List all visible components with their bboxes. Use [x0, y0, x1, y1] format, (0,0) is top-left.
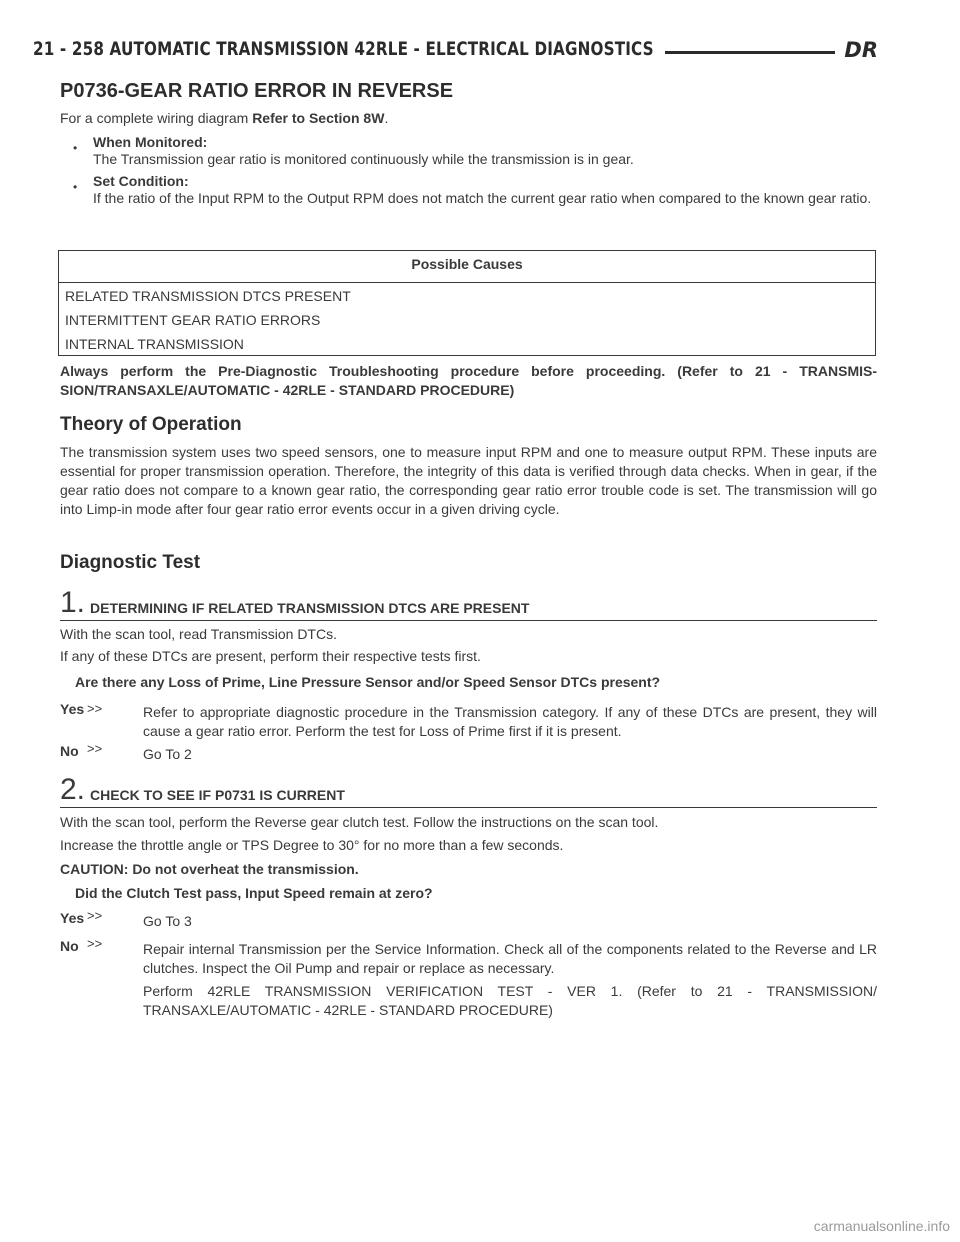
step2-caution: CAUTION: Do not overheat the transmission. [60, 861, 359, 877]
page-header [33, 38, 878, 68]
step1-yes-label: Yes [60, 701, 85, 717]
theory-heading: Theory of Operation [60, 414, 242, 435]
set-condition-label: Set Condition: [93, 173, 189, 189]
step2-line1: With the scan tool, perform the Reverse gear clutch test. Follow the instructions on the scan tool. [60, 814, 659, 830]
wiring-end: . [384, 110, 389, 126]
arrow-icon: >> [87, 936, 103, 951]
header-rule [665, 51, 835, 54]
header-logo: DR [844, 38, 878, 62]
step-number: 1. [60, 586, 86, 619]
bullet-icon: • [73, 141, 78, 155]
watermark: carmanualsonline.info [813, 1218, 950, 1234]
cause-item: RELATED TRANSMISSION DTCS PRESENT [65, 288, 351, 304]
causes-header: Possible Causes [59, 251, 875, 283]
step1-line2: If any of these DTCs are present, perform their respective tests first. [60, 648, 481, 664]
step2-no-label: No [60, 938, 79, 954]
diagnostic-test-heading: Diagnostic Test [60, 552, 201, 573]
possible-causes-table [58, 250, 876, 356]
step2-no-text: Repair internal Transmission per the Service Information. Check all of the components related to the Reverse and LR clutches. Inspect the Oil Pump and repair or replace as necessary. [143, 941, 877, 976]
step1-yes-text: Refer to appropriate diagnostic procedure in the Transmission category. If any of these DTCs are present, they will cause a gear ratio error. Perform the test for Loss of Prime first if it is present. [143, 704, 877, 739]
arrow-icon: >> [87, 908, 103, 923]
monitored-text: The Transmission gear ratio is monitored continuously while the transmission is in gear. [93, 151, 634, 167]
monitored-label: When Monitored: [93, 134, 208, 150]
pre-diagnostic-note: Always perform the Pre-Diagnostic Troubleshooting procedure before proceeding. (Refer to 21 - TRANSMIS-SION/TRANSAXLE/AUTOMATIC - 42RLE - STANDARD PROCEDURE) [60, 363, 877, 398]
step-title: DETERMINING IF RELATED TRANSMISSION DTCS ARE PRESENT [90, 600, 530, 616]
bullet-icon: • [73, 180, 78, 194]
step2-yes-label: Yes [60, 910, 85, 926]
dtc-title: P0736-GEAR RATIO ERROR IN REVERSE [60, 80, 454, 102]
arrow-icon: >> [87, 701, 103, 716]
theory-text: The transmission system uses two speed sensors, one to measure input RPM and one to measure output RPM. These inputs are essential for proper transmission operation. Therefore, the integrity of this data is verified through data checks. When in gear, if the gear ratio does not compare to a known gear ratio, the corresponding gear ratio error trouble code is set. The transmission will go into Limp-in mode after four gear ratio error events occur in a given driving cycle. [60, 444, 877, 517]
step1-no-label: No [60, 743, 79, 759]
step-2-header [60, 773, 877, 808]
wiring-line [60, 110, 388, 126]
step2-line2: Increase the throttle angle or TPS Degree to 30° for no more than a few seconds. [60, 837, 564, 853]
wiring-text: For a complete wiring diagram [60, 110, 249, 126]
step1-no-text[interactable]: Go To 2 [143, 746, 192, 762]
cause-item: INTERMITTENT GEAR RATIO ERRORS [65, 312, 321, 328]
header-title: 21 - 258 AUTOMATIC TRANSMISSION 42RLE - ELECTRICAL DIAGNOSTICS [33, 38, 654, 60]
step2-question: Did the Clutch Test pass, Input Speed remain at zero? [75, 885, 433, 901]
step2-yes-text[interactable]: Go To 3 [143, 913, 192, 929]
wiring-link[interactable]: Refer to Section 8W [252, 110, 385, 126]
step-title: CHECK TO SEE IF P0731 IS CURRENT [90, 787, 345, 803]
arrow-icon: >> [87, 741, 103, 756]
step-1-header [60, 586, 877, 621]
step2-no-text2: Perform 42RLE TRANSMISSION VERIFICATION TEST - VER 1. (Refer to 21 - TRANSMISSION/ TRANSAXLE/AUTOMATIC - 42RLE - STANDARD PROCEDURE) [143, 983, 877, 1018]
step-number: 2. [60, 773, 86, 806]
cause-item: INTERNAL TRANSMISSION [65, 336, 244, 352]
step1-question: Are there any Loss of Prime, Line Pressure Sensor and/or Speed Sensor DTCs present? [75, 674, 661, 690]
step1-line1: With the scan tool, read Transmission DTCs. [60, 626, 337, 642]
set-condition-text: If the ratio of the Input RPM to the Output RPM does not match the current gear ratio when compared to the known gear ratio. [93, 190, 872, 206]
